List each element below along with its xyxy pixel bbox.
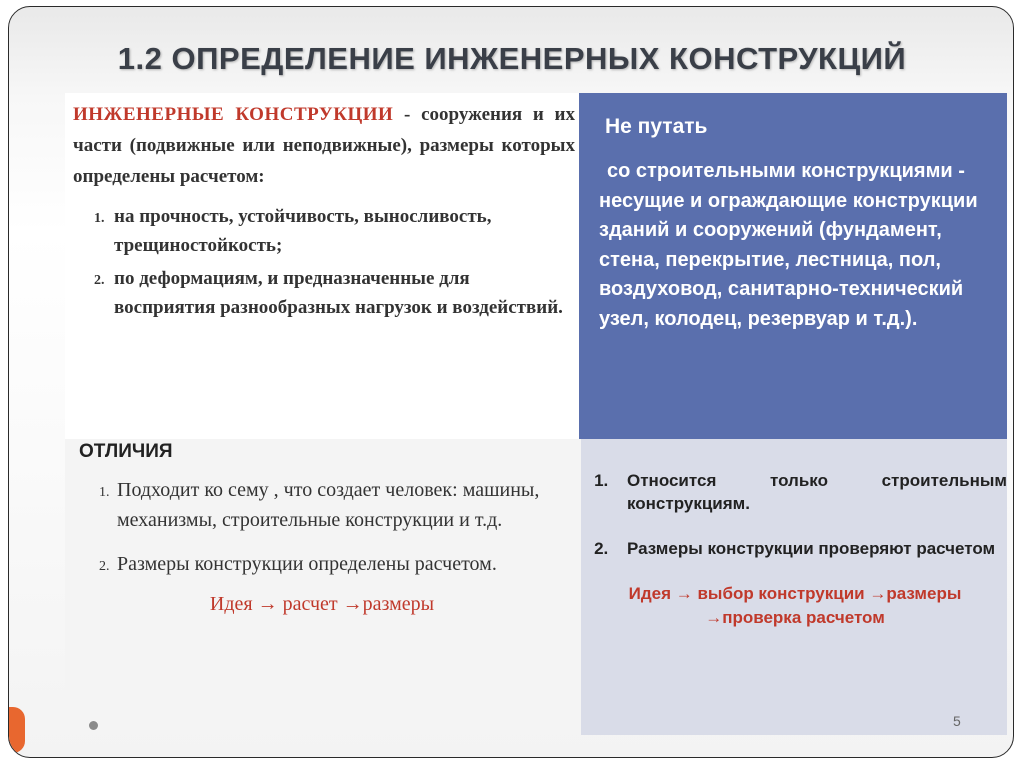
- differences-heading: ОТЛИЧИЯ: [79, 441, 173, 462]
- differences-panel: [65, 439, 581, 735]
- building-structures-list: [589, 469, 1007, 560]
- building-formula-line2: →проверка расчетом: [705, 608, 885, 627]
- not-confuse-body: со строительными конструкциями - несущие и ограждающие конструкции зданий и сооружений (фундамент, стена, перекрытие, лестница, пол, воздуховод, санитарно-технический узел, колодец, резервуар и т.д.).: [599, 160, 978, 330]
- orange-accent-tab: [8, 707, 25, 753]
- building-formula-line1: Идея → выбор конструкции →размеры: [628, 584, 962, 603]
- engineering-formula: Идея → расчет →размеры: [209, 593, 435, 615]
- slide-title: 1.2 ОПРЕДЕЛЕНИЕ ИНЖЕНЕРНЫХ КОНСТРУКЦИЙ: [117, 41, 907, 76]
- building-formula: [589, 582, 1007, 630]
- definition-panel: [65, 93, 581, 439]
- definition-item: 2. по деформациям, и предназначенные для восприятия разнообразных нагрузок и воздействий.: [108, 264, 575, 322]
- building-structures-panel: [581, 439, 1007, 735]
- definition-list: [73, 202, 575, 322]
- not-confuse-panel: [579, 93, 1007, 439]
- definition-item: 1. на прочность, устойчивость, выносливость, трещиностойкость;: [108, 202, 575, 260]
- not-confuse-heading: Не путать: [605, 115, 708, 138]
- slide: [8, 6, 1014, 758]
- definition-body: - сооружения и их части (подвижные или неподвижные), размеры которых определены расчетом:: [73, 104, 575, 187]
- building-structures-item: 2. Размеры конструкции проверяют расчетом: [613, 537, 1007, 560]
- definition-text: [73, 99, 575, 192]
- differences-list: [73, 475, 571, 579]
- differences-item: 2. Размеры конструкции определены расчетом.: [113, 549, 571, 579]
- definition-term: ИНЖЕНЕРНЫЕ КОНСТРУКЦИИ: [73, 104, 394, 125]
- slide-nav-dot[interactable]: [89, 721, 98, 730]
- differences-item: 1. Подходит ко сему , что создает человек: машины, механизмы, строительные конструкции и т.д.: [113, 475, 571, 535]
- page-number: 5: [953, 713, 961, 729]
- building-structures-item: 1. Относится только строительным конструкциям.: [613, 469, 1007, 515]
